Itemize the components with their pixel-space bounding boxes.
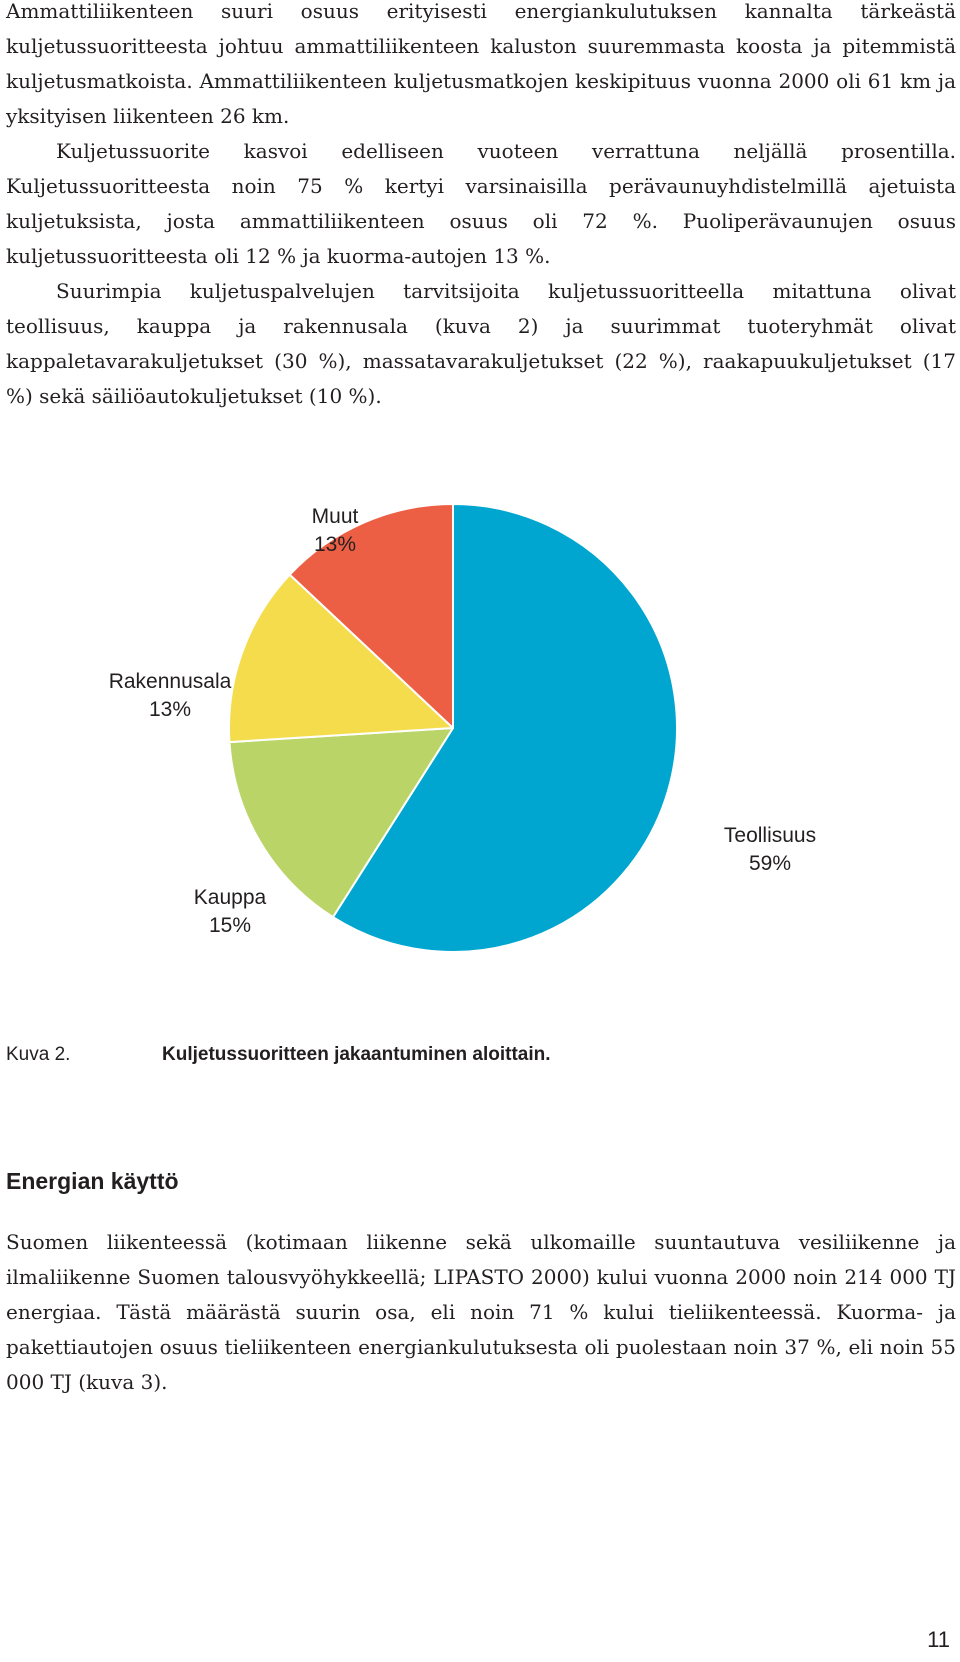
pie-label-rakennusala-value: 13% [148,698,192,721]
pie-label-rakennusala-name: Rakennusala [108,670,232,693]
pie-label-muut-name: Muut [311,505,359,528]
figure-caption-number: Kuva 2. [6,1044,71,1065]
pie-label-kauppa [175,884,285,940]
intro-paragraph-1: Ammattiliikenteen suuri osuus erityisesti energiankulutuksen kannalta tärkeästä kuljetussuoritteesta johtuu ammattiliikenteen kaluston suuremmasta koosta ja pitemmistä kuljetusmatkoista. Ammattiliikenteen kuljetusmatkojen keskipituus vuonna 2000 oli 61 km ja yksityisen liikenteen 26 km. [6,0,956,128]
figure-caption-text: Kuljetussuoritteen jakaantuminen aloittain. [162,1044,551,1065]
pie-label-kauppa-name: Kauppa [193,886,267,909]
pie-label-muut-value: 13% [313,533,357,556]
intro-text [6,0,956,414]
pie-label-teollisuus-name: Teollisuus [723,824,817,847]
pie-label-teollisuus-value: 59% [748,852,792,875]
pie-label-muut [290,503,380,559]
pie-chart [0,490,960,1020]
intro-paragraph-3: Suurimpia kuljetuspalvelujen tarvitsijoita kuljetussuoritteella mitattuna olivat teollisuus, kauppa ja rakennusala (kuva 2) ja suurimmat tuoteryhmät olivat kappaletavarakuljetukset (30 %), massatavarakuljetukset (22 %), raakapuukuljetukset (17 %) sekä säiliöautokuljetukset (10 %). [6,279,956,408]
section-heading: Energian käyttö [6,1168,179,1194]
pie-chart-figure [0,490,960,1020]
intro-paragraph-2: Kuljetussuorite kasvoi edelliseen vuoteen verrattuna neljällä prosentilla. Kuljetussuoritteesta noin 75 % kertyi varsinaisilla perävaunuyhdistelmillä ajetuista kuljetuksista, josta ammattiliikenteen osuus oli 72 %. Puoliperävaunujen osuus kuljetussuoritteesta oli 12 % ja kuorma-autojen 13 %. [6,139,956,268]
page-number: 11 [927,1627,950,1652]
pie-label-kauppa-value: 15% [208,914,252,937]
energy-paragraph: Suomen liikenteessä (kotimaan liikenne sekä ulkomaille suuntautuva vesiliikenne ja ilmaliikenne Suomen talousvyöhykkeellä; LIPASTO 2000) kului vuonna 2000 noin 214 000 TJ energiaa. Tästä määrästä suurin osa, eli noin 71 % kului tieliikenteessä. Kuorma- ja pakettiautojen osuus tieliikenteen energiankulutuksesta oli puolestaan noin 37 %, eli noin 55 000 TJ (kuva 3). [6,1230,956,1394]
pie-label-teollisuus [700,822,840,878]
pie-label-rakennusala [95,668,245,724]
